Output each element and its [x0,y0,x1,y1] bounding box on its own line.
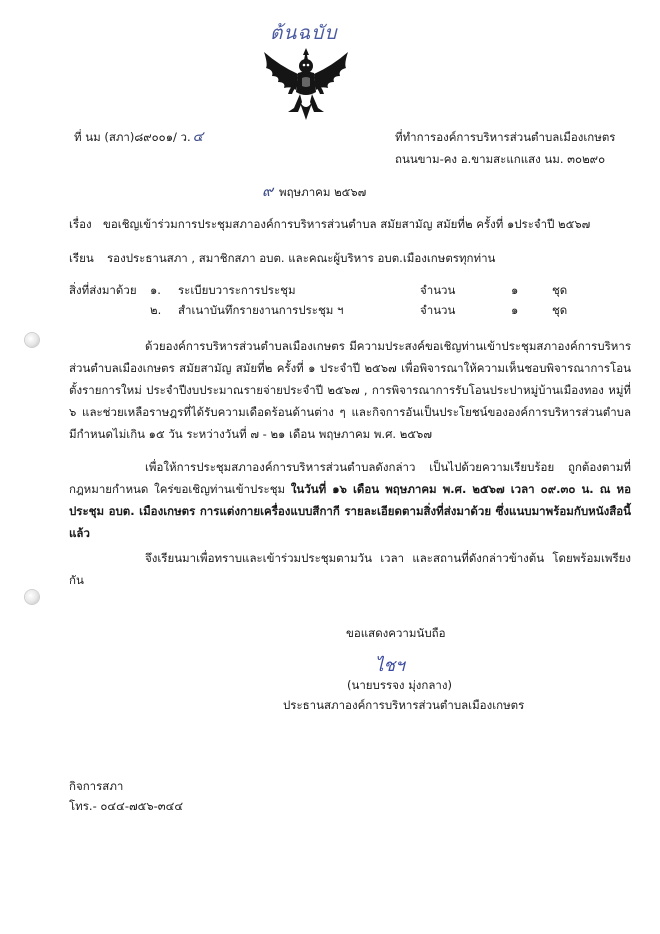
signer-name: (นายบรรจง มุ่งกลาง) [347,678,452,692]
enclosure-qty: ๑ [511,303,519,317]
letter-date [262,184,366,200]
reference-number [74,130,203,145]
enclosure-qty-label: จำนวน [420,283,456,297]
body-paragraph-3-text: จึงเรียนมาเพื่อทราบและเข้าร่วมประชุมตามวัน เวลา และสถานที่ดังกล่าวข้างต้น โดยพร้อมเพรียงกัน [69,551,631,587]
enclosure-title: ระเบียบวาระการประชุม [178,283,296,297]
recipient-line [69,251,495,266]
body-paragraph-3 [69,547,631,591]
garuda-emblem-icon [258,46,354,122]
footer-phone: โทร.- ๐๔๔-๗๕๖-๓๔๔ [69,799,184,813]
closing-phrase: ขอแสดงความนับถือ [346,626,446,640]
date-month-year: พฤษภาคม ๒๕๖๗ [279,185,367,199]
subject-label: เรื่อง [69,217,92,231]
enclosure-unit: ชุด [552,303,568,317]
subject-text: ขอเชิญเข้าร่วมการประชุมสภาองค์การบริหารส่วนตำบล สมัยสามัญ สมัยที่๒ ครั้งที่ ๑ประจำปี ๒๕๖๗ [103,217,591,231]
recipient-label: เรียน [69,251,94,265]
enclosure-number: ๑. [150,283,161,297]
reference-number-handwritten: ๔ [192,129,204,145]
office-address-line2: ถนนขาม-คง อ.ขามสะแกแสง นม. ๓๐๒๙๐ [395,152,606,166]
reference-number-text: ที่ นม (สภา)๘๙๐๐๑/ ว. [74,130,191,144]
enclosure-number: ๒. [150,303,162,317]
meeting-details-bold: ในวันที่ ๑๖ เดือน พฤษภาคม พ.ศ. ๒๕๖๗ เวลา ๐๙.๓๐ น. ณ หอประชุม อบต. เมืองเกษตร การแต่งกายเครื่องแบบสีกากี รายละเอียดตามสิ่งที่ส่งมาด้วย ซึ่งแนบมาพร้อมกับหนังสือนี้แล้ว [69,482,631,540]
body-paragraph-1-text: ด้วยองค์การบริหารส่วนตำบลเมืองเกษตร มีความประสงค์ขอเชิญท่านเข้าประชุมสภาองค์การบริหารส่วนตำบลเมืองเกษตร สมัยสามัญ สมัยที่๒ ครั้งที่ ๑ ประจำปี ๒๕๖๗ เพื่อพิจารณาให้ความเห็นชอบพิจารณาการโอนตั้งรายการใหม่ ประจำปีงบประมาณรายจ่ายประจำปี ๒๕๖๗ , การพิจารณาการรับโอนประปาหมู่บ้านเมืองทอง หมู่ที่ ๖ และช่วยเหลือราษฎรที่ได้รับความเดือดร้อนด้านต่าง ๆ และกิจการอันเป็นประโยชน์ขององค์การบริหารส่วนตำบล มีกำหนดไม่เกิน ๑๕ วัน ระหว่างวันที่ ๗ - ๒๑ เดือน พฤษภาคม พ.ศ. ๒๕๖๗ [69,339,631,441]
enclosure-unit: ชุด [552,283,568,297]
office-address-line1: ที่ทำการองค์การบริหารส่วนตำบลเมืองเกษตร [395,130,616,144]
signer-title: ประธานสภาองค์การบริหารส่วนตำบลเมืองเกษตร [283,698,525,712]
subject-line [69,217,590,232]
body-paragraph-2-text: เพื่อให้การประชุมสภาองค์การบริหารส่วนตำบลดังกล่าว เป็นไปด้วยความเรียบร้อย ถูกต้องตามที่กฎหมายกำหนด ใคร่ขอเชิญท่านเข้าประชุม [69,460,631,496]
signature: ไชฯ [375,656,405,676]
original-copy-stamp: ต้นฉบับ [270,22,338,44]
date-day-handwritten: ๙ [262,182,273,200]
footer-department: กิจการสภา [69,779,124,793]
enclosure-title: สำเนาบันทึกรายงานการประชุม ฯ [178,303,344,317]
body-paragraph-1 [69,335,631,445]
punch-hole-top [25,333,39,347]
body-paragraph-2 [69,456,631,544]
recipient-text: รองประธานสภา , สมาชิกสภา อบต. และคณะผู้บริหาร อบต.เมืองเกษตรทุกท่าน [107,251,496,265]
punch-hole-bottom [25,590,39,604]
enclosure-qty: ๑ [511,283,519,297]
enclosure-qty-label: จำนวน [420,303,456,317]
enclosures-label: สิ่งที่ส่งมาด้วย [69,283,137,297]
